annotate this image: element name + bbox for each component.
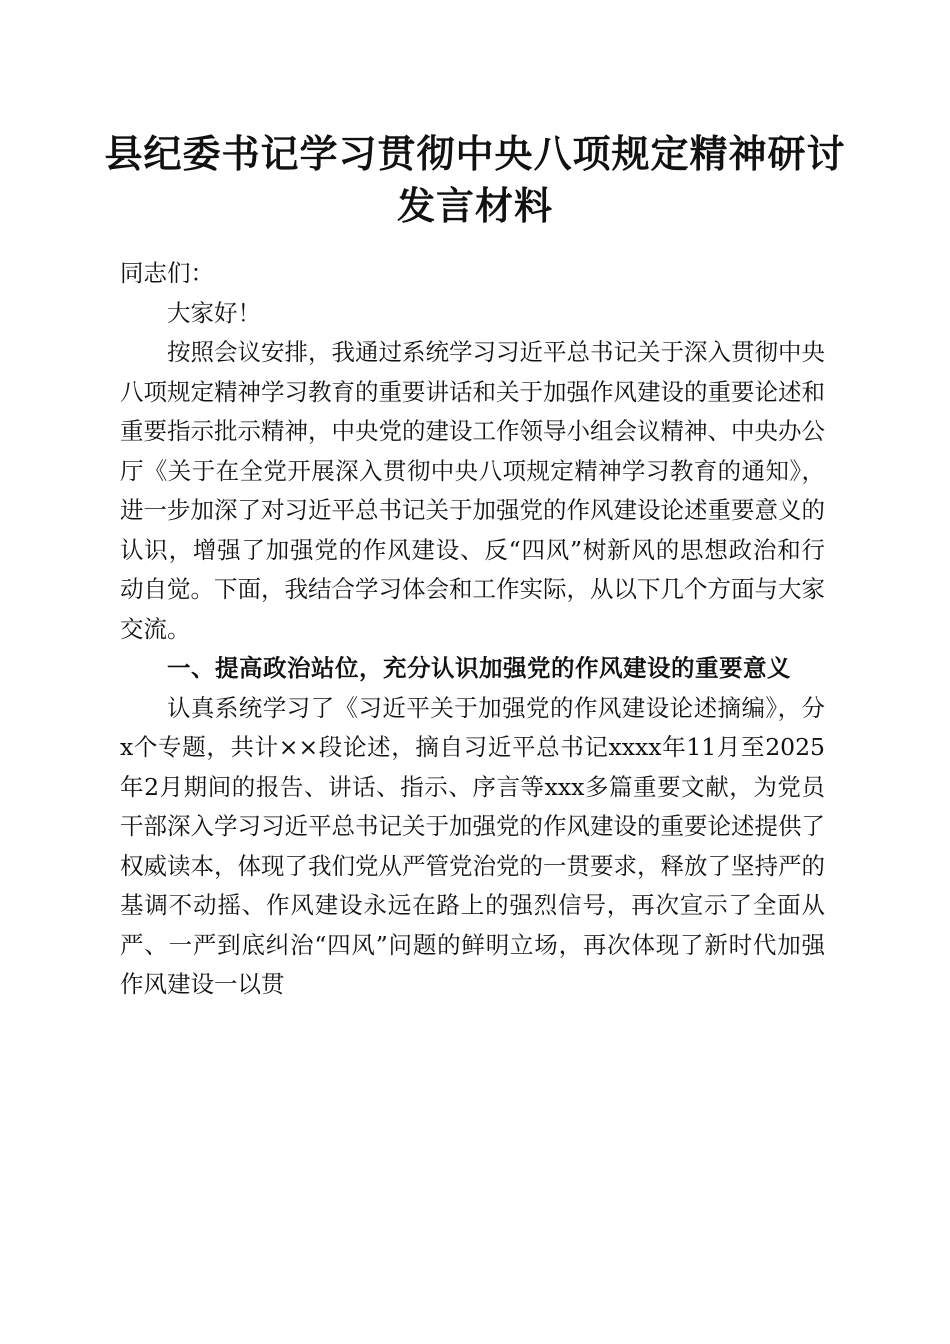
section-paragraph: 认真系统学习了《习近平关于加强党的作风建设论述摘编》，分x个专题，共计××段论述，摘自习近平总书记xxxx年11月至2025年2月期间的报告、讲话、指示、序言等xxx多篇重要文献，为党员干部深入学习习近平总书记关于加强党的作风建设的重要论述提供了权威读本，体现了我们党从严管党治党的一贯要求，释放了坚持严的基调不动摇、作风建设永远在路上的强烈信号，再次宣示了全面从严、一严到底纠治“四风”问题的鲜明立场，再次体现了新时代加强作风建设一以贯: [120, 693, 825, 998]
section-heading: 一、提高政治站位，充分认识加强党的作风建设的重要意义: [167, 654, 791, 682]
document-title: 县纪委书记学习贯彻中央八项规定精神研讨发言材料: [104, 131, 846, 228]
intro-paragraph: 按照会议安排，我通过系统学习习近平总书记关于深入贯彻中央八项规定精神学习教育的重要讲话和关于加强作风建设的重要论述和重要指示批示精神，中央党的建设工作领导小组会议精神、中央办公厅《关于在全党开展深入贯彻中央八项规定精神学习教育的通知》，进一步加深了对习近平总书记关于加强党的作风建设论述重要意义的认识，增强了加强党的作风建设、反“四风”树新风的思想政治和行动自觉。下面，我结合学习体会和工作实际，从以下几个方面与大家交流。: [120, 338, 825, 643]
greeting: 大家好！: [167, 298, 261, 327]
salutation: 同志们：: [120, 259, 214, 287]
document-body: [120, 254, 825, 1005]
